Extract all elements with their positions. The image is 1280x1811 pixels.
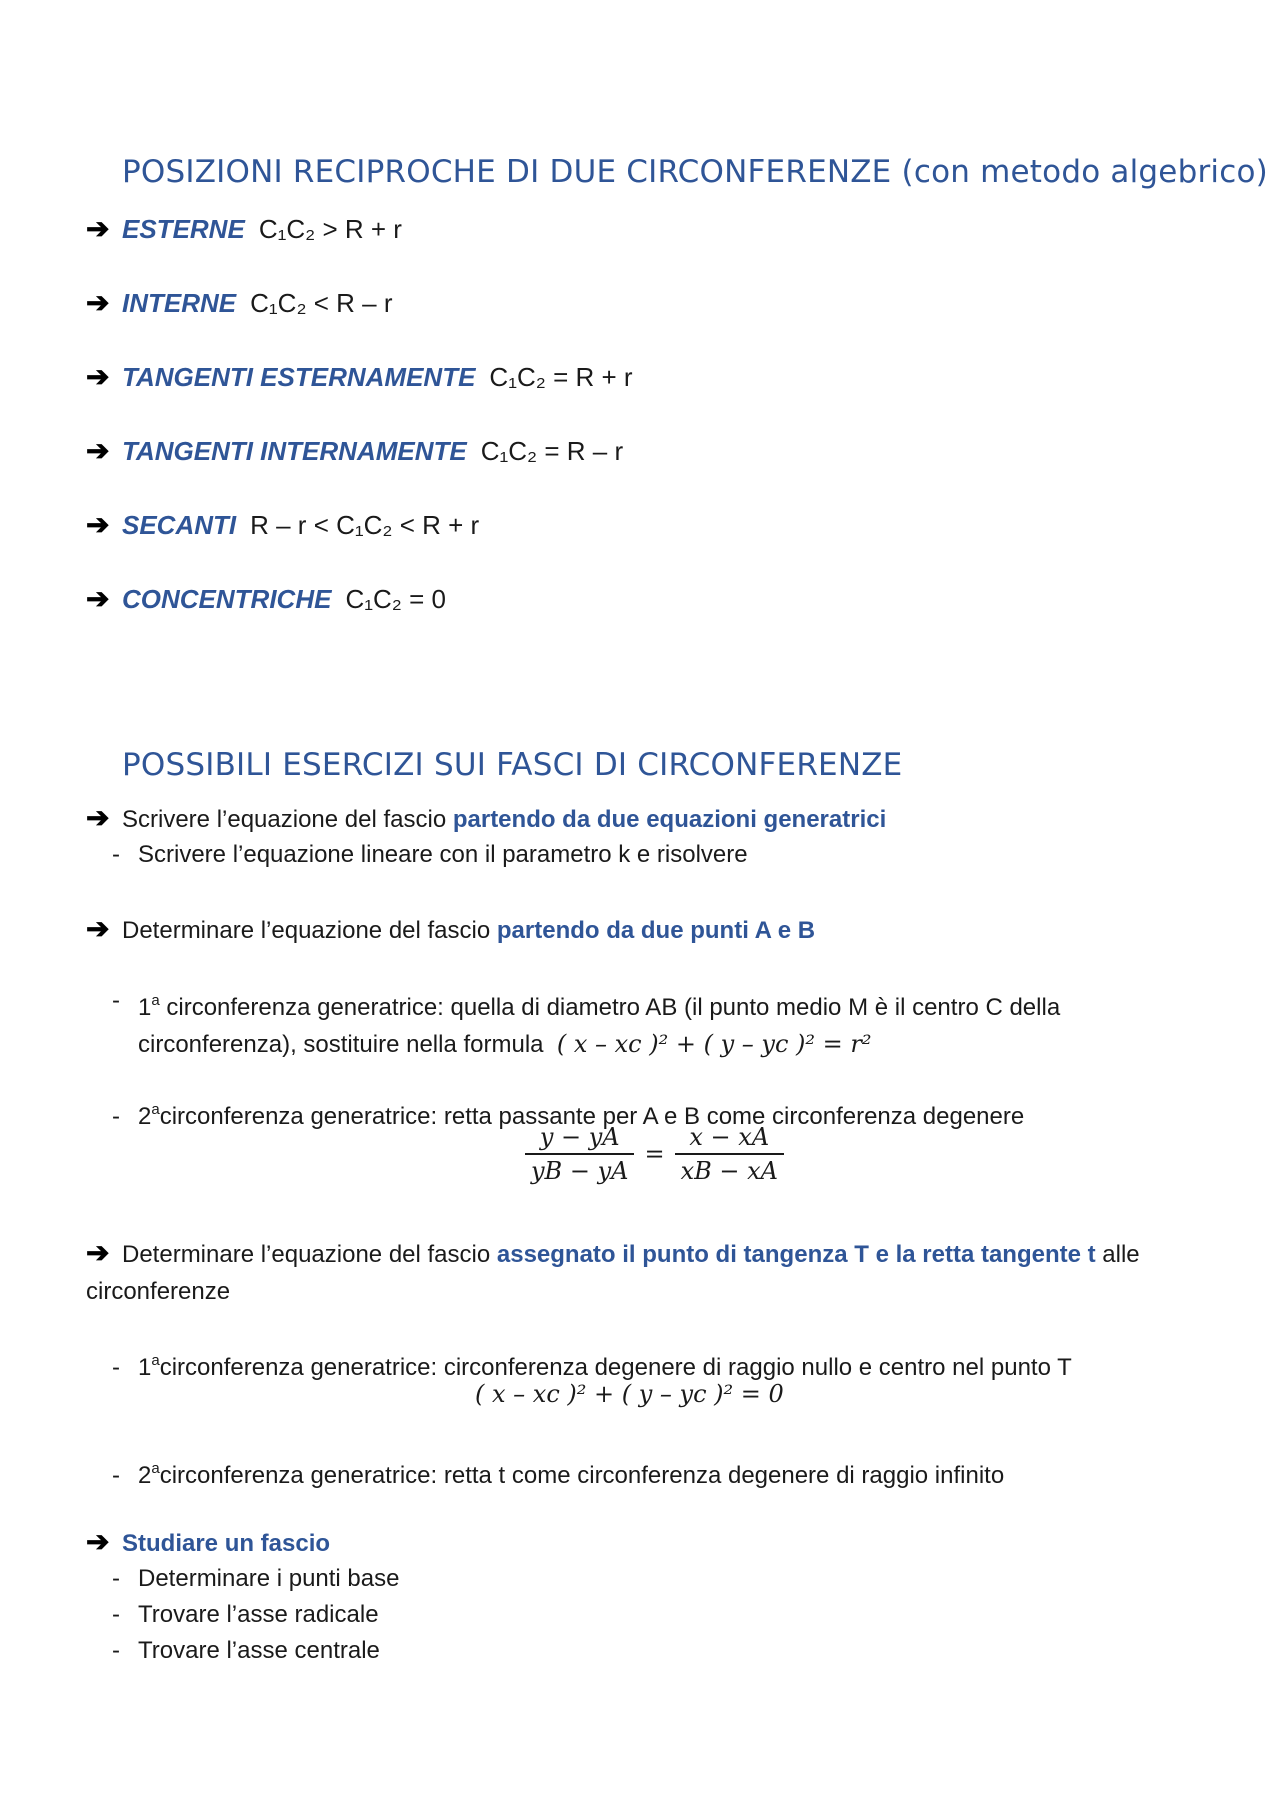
arrow-icon: ➔ bbox=[86, 802, 110, 833]
arrow-icon: ➔ bbox=[86, 1526, 110, 1557]
fraction-denominator: yB − yA bbox=[531, 1157, 629, 1185]
sub-item: - 1$^a$circonferenza generatrice: circonferenza degenere di raggio nullo e centro nel punto T bbox=[112, 1352, 1072, 1381]
arrow-icon: ➔ bbox=[86, 913, 110, 944]
fraction-right bbox=[675, 1123, 784, 1185]
exercise-3 bbox=[86, 1234, 1168, 1310]
fraction-numerator: y − yA bbox=[525, 1123, 634, 1155]
item-formula: C₁C₂ = R + r bbox=[489, 362, 633, 392]
sub-item: - Trovare l’asse radicale bbox=[112, 1601, 379, 1628]
fraction-denominator: xB − xA bbox=[680, 1157, 778, 1185]
arrow-icon: ➔ bbox=[86, 213, 110, 244]
sub-item: - Trovare l’asse centrale bbox=[112, 1637, 380, 1664]
fraction-numerator: x − xA bbox=[675, 1123, 784, 1155]
exercise-text: Determinare l’equazione del fascio bbox=[122, 1241, 497, 1268]
arrow-icon: ➔ bbox=[86, 361, 110, 392]
ordinal: 1 bbox=[138, 994, 152, 1021]
arrow-icon: ➔ bbox=[86, 583, 110, 614]
list-item bbox=[86, 211, 402, 247]
equals-sign: = bbox=[644, 1140, 665, 1168]
sub-item-text: circonferenza generatrice: retta t come circonferenza degenere di raggio infinito bbox=[159, 1462, 1005, 1489]
list-item bbox=[86, 507, 479, 543]
item-label: CONCENTRICHE bbox=[122, 584, 332, 614]
ordinal-sup: a bbox=[151, 992, 160, 1009]
arrow-icon: ➔ bbox=[86, 435, 110, 466]
list-item bbox=[86, 581, 446, 617]
sub-item: - 2$^a$circonferenza generatrice: retta t come circonferenza degenere di raggio infinito bbox=[112, 1460, 1005, 1489]
ordinal-sup: a bbox=[151, 1101, 160, 1118]
arrow-icon: ➔ bbox=[86, 509, 110, 540]
exercise-text: Determinare l’equazione del fascio bbox=[122, 917, 497, 944]
ordinal-sup: a bbox=[151, 1352, 160, 1369]
item-label: INTERNE bbox=[122, 288, 237, 318]
sub-item: - Scrivere l’equazione lineare con il parametro k e risolvere bbox=[112, 841, 748, 868]
list-item bbox=[86, 285, 393, 321]
arrow-icon: ➔ bbox=[86, 1237, 110, 1268]
fraction-left bbox=[525, 1123, 634, 1185]
sub-item: - Determinare i punti base bbox=[112, 1565, 400, 1592]
exercise-highlight: partendo da due punti A e B bbox=[496, 917, 816, 944]
section1-title: POSIZIONI RECIPROCHE DI DUE CIRCONFERENZE (con metodo algebrico) bbox=[122, 154, 1268, 190]
sub-item-text: circonferenza generatrice: quella di diametro AB (il punto medio M è il centro C della circonferenza), sostituire nella formula bbox=[138, 994, 1061, 1058]
item-formula: C₁C₂ = R – r bbox=[480, 436, 624, 466]
item-formula: R – r < C₁C₂ < R + r bbox=[250, 510, 480, 540]
exercise-4 bbox=[86, 1524, 330, 1562]
ordinal-sup: a bbox=[151, 1460, 160, 1477]
item-formula: C₁C₂ > R + r bbox=[258, 214, 402, 244]
sub-item-text: Trovare l’asse centrale bbox=[138, 1637, 380, 1664]
arrow-icon: ➔ bbox=[86, 287, 110, 318]
exercise-highlight: Studiare un fascio bbox=[122, 1530, 331, 1557]
item-label: TANGENTI ESTERNAMENTE bbox=[122, 362, 476, 392]
ordinal: 2 bbox=[138, 1103, 152, 1130]
sub-item: - 2$^a$circonferenza generatrice: retta passante per A e B come circonferenza degenere bbox=[112, 1101, 1025, 1130]
exercise-highlight: assegnato il punto di tangenza T e la retta tangente t bbox=[496, 1241, 1096, 1268]
item-label: TANGENTI INTERNAMENTE bbox=[122, 436, 467, 466]
exercise-highlight: partendo da due equazioni generatrici bbox=[452, 806, 887, 833]
exercise-text-end: alle circonferenze bbox=[86, 1241, 1140, 1305]
sub-item-text: circonferenza generatrice: retta passante per A e B come circonferenza degenere bbox=[159, 1103, 1025, 1130]
item-formula: C₁C₂ < R – r bbox=[250, 288, 393, 318]
item-formula: C₁C₂ = 0 bbox=[345, 584, 446, 614]
sub-item-text: Scrivere l’equazione lineare con il parametro k e risolvere bbox=[138, 841, 748, 868]
item-label: SECANTI bbox=[122, 510, 237, 540]
sub-item-text: Determinare i punti base bbox=[138, 1565, 400, 1592]
item-label: ESTERNE bbox=[122, 214, 245, 244]
sub-item-text: Trovare l’asse radicale bbox=[138, 1601, 379, 1628]
sub-item-dash: - bbox=[112, 987, 120, 1014]
point-circle-formula: ( x – xc )² + ( y – yc )² = 0 bbox=[475, 1380, 784, 1408]
exercise-2 bbox=[86, 911, 815, 949]
list-item bbox=[86, 359, 633, 395]
line-equation bbox=[525, 1123, 784, 1185]
exercise-1 bbox=[86, 800, 886, 838]
sub-item bbox=[138, 983, 1168, 1063]
sub-item-text: circonferenza generatrice: circonferenza degenere di raggio nullo e centro nel punto T bbox=[159, 1354, 1072, 1381]
exercise-text: Scrivere l’equazione del fascio bbox=[122, 806, 453, 833]
circle-formula: ( x – xc )² + ( y – yc )² = r² bbox=[556, 1030, 872, 1058]
section2-title: POSSIBILI ESERCIZI SUI FASCI DI CIRCONFERENZE bbox=[122, 747, 903, 783]
ordinal: 1 bbox=[138, 1354, 152, 1381]
list-item bbox=[86, 433, 623, 469]
ordinal: 2 bbox=[138, 1462, 152, 1489]
